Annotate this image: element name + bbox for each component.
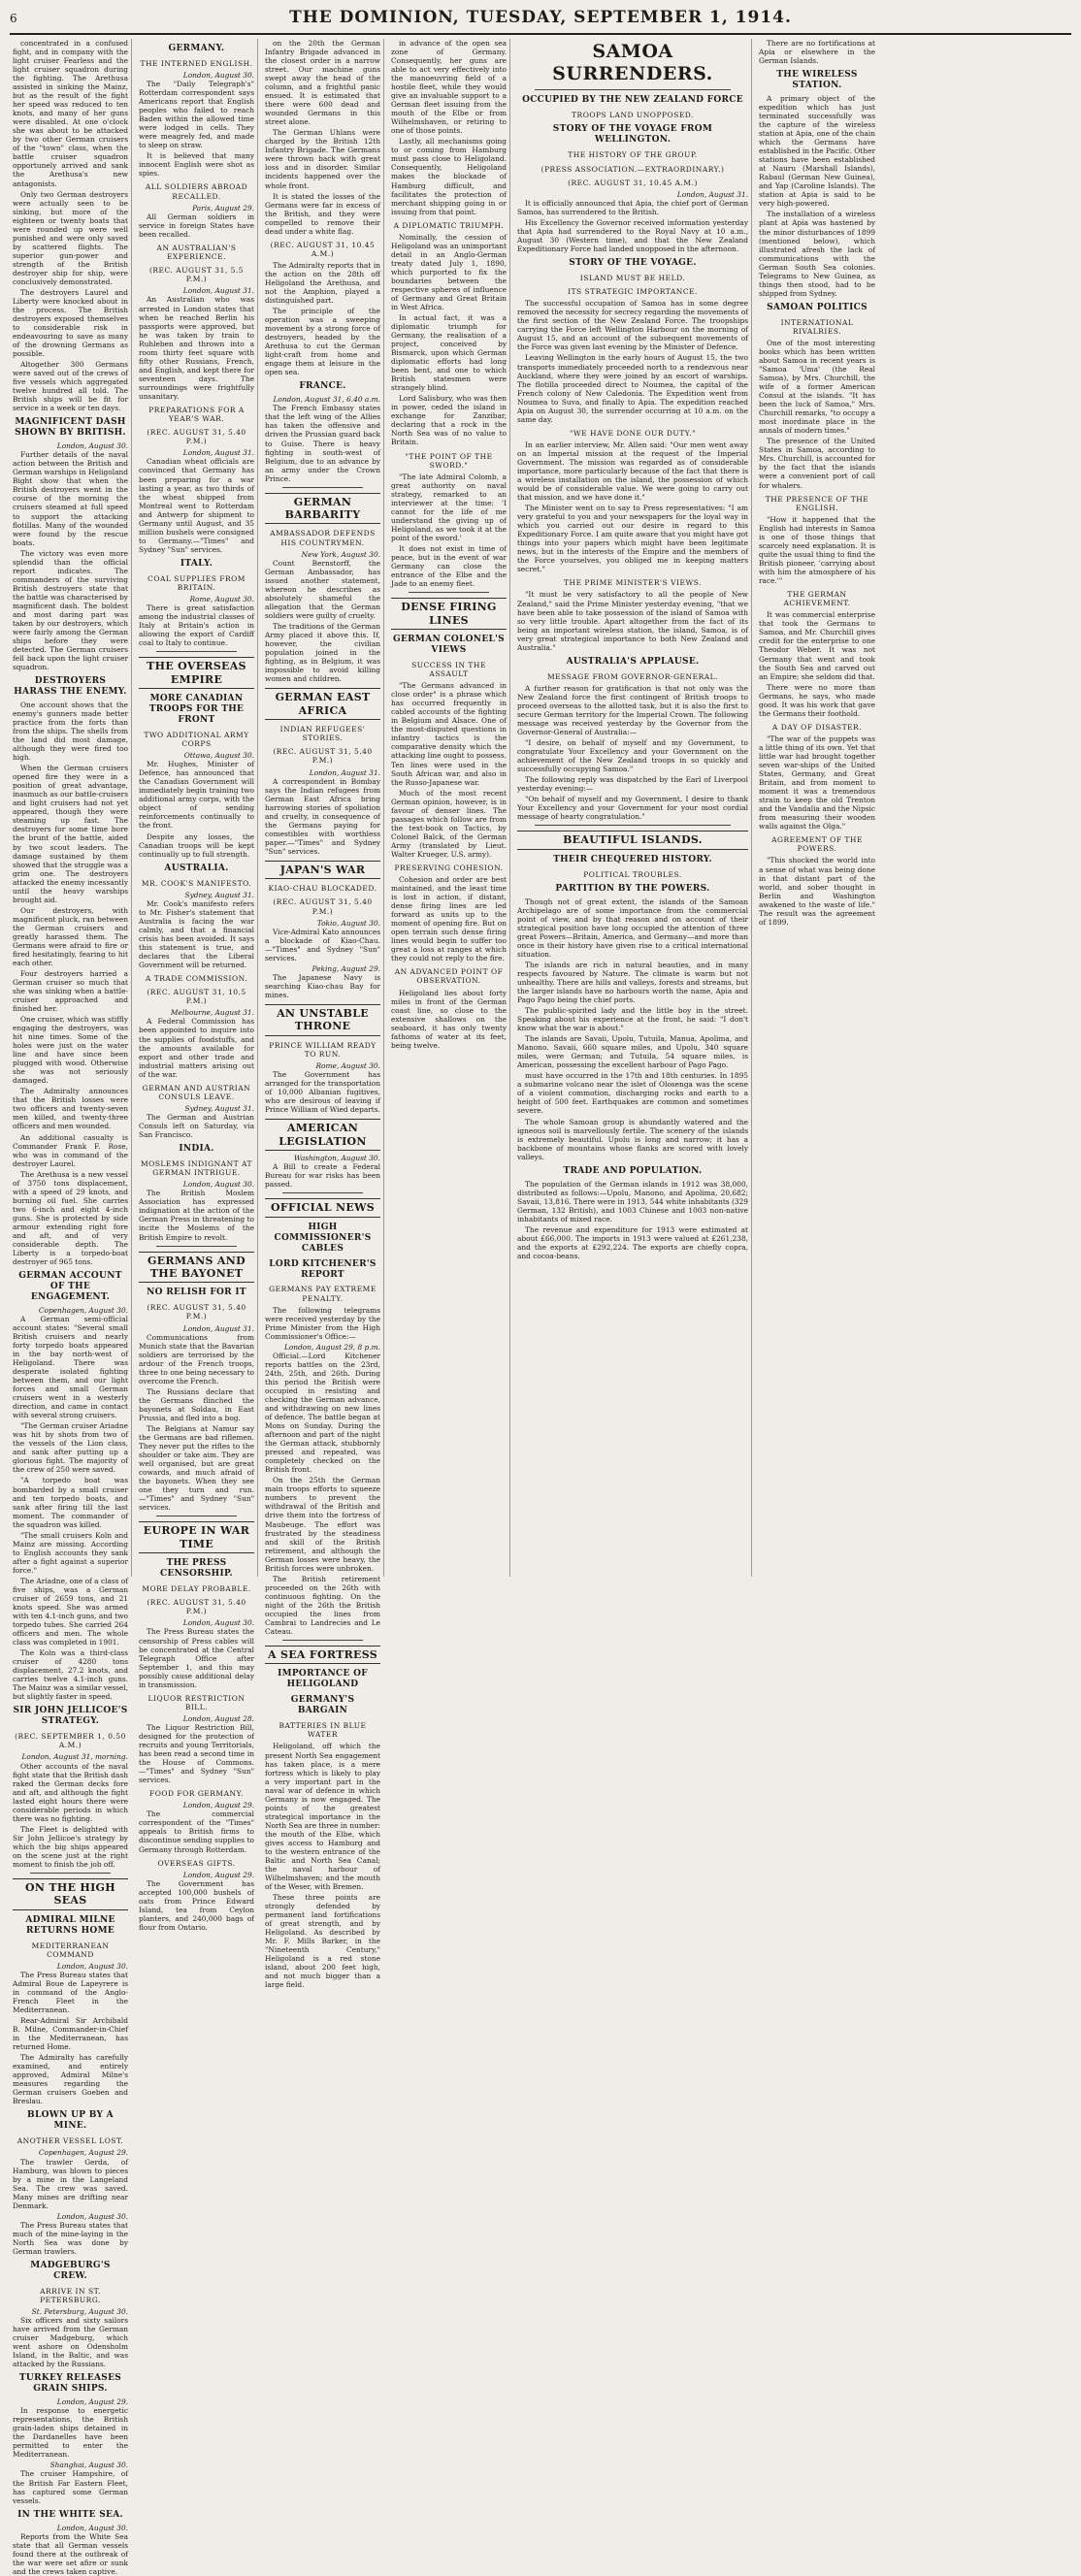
dateline: Ottawa, August 30. <box>183 751 254 761</box>
article-text: A correspondent in Bombay says the Indian refugees from German East Africa bring harrowing stories of spoliation and cruelty, in consequence of the Germans paying for comestibles with worthless paper.—"Times" and Sydney "Sun" services. <box>265 776 380 856</box>
headline: MAGNIFICENT DASH SHOWN BY BRITISH. <box>15 417 126 439</box>
article-text: "On behalf of myself and my Government, I desire to thank Your Excellency and your Government for your most cordial message of hearty congratulation." <box>517 795 748 822</box>
dateline: London, August 30. <box>56 441 128 451</box>
article-text: There were no more than Germans, he says, who made good. It was his work that gave the Germans their foothold. <box>759 682 875 718</box>
article-text: The Fleet is delighted with Sir John Jellicoe's strategy by which the big ships appeared on the scene just at the right moment to finish the job off. <box>13 1824 128 1869</box>
article-text: Canadian wheat officials are convinced that Germany has been preparing for a war lasting a year, as two thirds of the wheat shipped from Montreal went to Rotterdam and Antwerp for shipment to Germany until August, and 35 million bushels were consigned to Germany.—"Times" and Sydney "Sun" services. <box>139 457 254 554</box>
subheadline: PRINCE WILLIAM READY TO RUN. <box>269 1040 377 1059</box>
subheadline: ALL SOLDIERS ABROAD RECALLED. <box>145 182 248 201</box>
column-4 <box>388 39 510 1577</box>
divider <box>535 825 731 826</box>
headline: GERMAN COLONEL'S VIEWS <box>393 635 505 655</box>
subheadline: MR. COOK'S MANIFESTO. <box>141 878 252 888</box>
received-line: (REC. AUGUST 31, 10.45 A.M.) <box>568 178 698 187</box>
columns <box>10 39 1071 2576</box>
article-text: His Excellency the Governor received information yesterday that Apia had surrendered to the Royal Navy at 10 a.m., August 30 (Western time), and that the New Zealand Expeditionary Force had landed unopposed in the afternoon. <box>517 217 748 253</box>
dateline: London, August 29. <box>56 2397 128 2407</box>
headline: SIR JOHN JELLICOE'S STRATEGY. <box>13 1706 128 1727</box>
subheadline: LIQUOR RESTRICTION BILL. <box>147 1693 246 1712</box>
article-text: The Minister went on to say to Press representatives: "I am very grateful to you and your newspapers for the loyal way in which you carried out our desire in regard to this Expeditionary Force. I am quite aware that you might have got things into your papers which might have been legitimate news, but in the interests of the Empire and the members of the Force yourselves, you obliged me in keeping matters secret." <box>517 504 748 574</box>
article-text: Four destroyers harried a German cruiser so much that she was sinking when a battle-cruiser approached and finished her. <box>13 968 128 1014</box>
article-text: Only two German destroyers were actually seen to be sinking, but more of the eighteen or twenty boats that were rounded up were well punished and were only saved by scattered flights. The superior gun-power and strength of the British destroyer ship for ship, were conclusively demonstrated. <box>13 189 128 286</box>
article-text: Vice-Admiral Kato announces a blockade of Kiao-Chau.—"Times" and Sydney "Sun" services. <box>265 927 380 962</box>
dateline: London, August 30. <box>56 2523 128 2532</box>
subheadline: OVERSEAS GIFTS. <box>157 1858 236 1868</box>
dateline: Washington, August 30. <box>293 1154 380 1163</box>
dateline: London, August 31. <box>182 448 254 458</box>
article-text: On the 25th the German main troops efforts to squeeze numbers to prevent the withdrawal of the British and drive them into the fortress of Maubeuge. The effort was frustrated by the steadiness and skill of the British retirement, and although the German losses were heavy, the British forces were unbroken. <box>265 1476 380 1573</box>
article-text: A Bill to create a Federal Bureau for war risks has been passed. <box>265 1162 380 1190</box>
headline: THE WIRELESS STATION. <box>776 70 858 91</box>
divider <box>156 651 237 652</box>
article-text: Our destroyers, with magnificent pluck, ran between the German cruisers and greatly harassed them. The Germans were afraid to fire or fired hesitatingly, fearing to hit each other. <box>13 905 128 967</box>
article-text: "I desire, on behalf of myself and my Government, to congratulate Your Excellency and your Government on the achievement of the New Zealand troops in so quickly and successfully occupying Samoa." <box>517 737 748 774</box>
article-text: The Press Bureau states that much of the mine-laying in the North Sea was done by German trawlers. <box>13 2220 128 2256</box>
article-text: "How it happened that the English had interests in Samoa is one of those things that scarcely need explanation. It is quite the usual thing to find the British pioneer, 'carrying about with him the atmosphere of his race.'" <box>759 514 875 586</box>
subheadline: AN AUSTRALIAN'S EXPERIENCE. <box>156 243 237 262</box>
article-text: The Ariadne, one of a class of five ships, was a German cruiser of 2659 tons, and 21 knots speed. She was armed with ten 4.1-inch guns, and two torpedo tubes. She carried 264 officers and men. The whole class was completed in 1901. <box>13 1576 128 1647</box>
article-text: Though not of great extent, the islands of the Samoan Archipelago are of some importance from the commercial point of view, and by that reason and on account of their strategical position have long occupied the attention of three great Powers—Britain, America, and Germany—and more than once in their history have given rise to a critical international situation. <box>517 897 748 959</box>
dateline: Rome, August 30. <box>189 595 254 604</box>
dateline: Shanghai, August 30. <box>49 2461 128 2470</box>
subheadline: KIAO-CHAU BLOCKADED. <box>268 884 377 894</box>
article-text: An Australian who was arrested in London states that when he reached Berlin his passports were approved, but he was taken by train to Ruhleben and thrown into a room thirty feet square with fifty other Russians, French, and English, and kept there for seventeen days. The surroundings were frightfully unsanitary. <box>139 295 254 401</box>
subheadline: MOSLEMS INDIGNANT AT GERMAN INTRIGUE. <box>140 1159 253 1178</box>
article-text: When the German cruisers opened fire they were in a position of great advantage, inasmuch as our battle-cruisers and light cruisers had not yet appeared, though they were steaming up fast. The destroyers for some time bore the brunt of the battle, aided by two scout leaders. The damage sustained by them showed that the struggle was a grim one. The destroyers attacked the enemy incessantly until the heavy warships brought aid. <box>13 764 128 904</box>
article-text: The German Uhlans were charged by the British 12th Infantry Brigade. The Germans were thrown back with great loss and in disorder. Similar incidents happened over the whole front. <box>265 128 380 190</box>
article-text: "The late Admiral Colomb, a great authority on naval strategy, remarked to an interviewer at the time: 'I cannot for the life of me understand the giving up of Heligoland, as we took it at the point of the sword.' <box>391 472 507 543</box>
headline: MORE CANADIAN TROOPS FOR THE FRONT <box>148 694 245 725</box>
section-headline: ON THE HIGH SEAS <box>13 1878 128 1910</box>
section-headline: GERMAN BARBARITY <box>265 493 380 525</box>
article-text: "The German cruiser Ariadne was hit by shots from two of the vessels of the Lion class, and sank after putting up a glorious fight. The majority of the crew of 250 were saved. <box>13 1421 128 1475</box>
newspaper-title: THE DOMINION, TUESDAY, SEPTEMBER 1, 1914. <box>289 8 792 27</box>
subheadline: BATTERIES IN BLUE WATER <box>278 1721 367 1740</box>
headline: SAMOAN POLITICS <box>767 302 868 312</box>
headline: GERMAN ACCOUNT OF THE ENGAGEMENT. <box>18 1270 122 1302</box>
article-text: There are no fortifications at Apia or elsewhere in the German Islands. <box>759 39 875 66</box>
subheadline: THE PRIME MINISTER'S VIEWS. <box>564 578 702 588</box>
headline: FRANCE. <box>299 381 346 392</box>
article-text: The British Moslem Association has expressed indignation at the action of the German Press in threatening to incite the Moslems of the British Empire to revolt. <box>139 1189 254 1242</box>
headline: DESTROYERS HARASS THE ENEMY. <box>14 676 127 698</box>
dateline: Sydney, August 31. <box>184 1103 254 1113</box>
divider <box>535 89 731 90</box>
section-headline: JAPAN'S WAR <box>265 861 380 879</box>
subheadline: THE INTERNED ENGLISH. <box>140 58 253 68</box>
article-text: The following telegrams were received yesterday by the Prime Minister from the High Commissioner's Office:— <box>265 1305 380 1341</box>
subheadline: ANOTHER VESSEL LOST. <box>16 2136 124 2146</box>
subheadline: "THE POINT OF THE SWORD." <box>405 451 493 470</box>
article-text: All German soldiers in service in foreign States have been recalled. <box>139 212 254 239</box>
divider <box>30 1873 111 1874</box>
section-headline: A SEA FORTRESS <box>265 1646 380 1664</box>
column-samoa <box>514 39 752 1577</box>
article-text: The Press Bureau states the censorship of Press cables will be concentrated at the Central Telegraph Office after September 1, and this may possibly cause additional delay in transmission. <box>139 1627 254 1689</box>
article-text: The "Daily Telegraph's" Rotterdam correspondent says Americans report that English peoples who failed to reach Baden within the allowed time were lodged in cells. They were meagrely fed, and made to sleep on straw. <box>139 80 254 150</box>
subheadline: TWO ADDITIONAL ARMY CORPS <box>144 730 249 749</box>
article-text: in advance of the open sea zone of Germany. Consequently, her guns are able to act very effectively into the manoeuvring field of a hostile fleet, while they would give an invaluable support to a German fleet issuing from the mouth of the Elbe or from Wilhelmshaven, or retiring to one of those points. <box>391 39 507 136</box>
dateline: Copenhagen, August 30. <box>38 1305 128 1315</box>
article-text: It is believed that many innocent English were shot as spies. <box>139 151 254 179</box>
article-text: These three points are strongly defended by permanent land fortifications of great strength, and by Heligoland. As described by Mr. F. Mills Barker, in the "Nineteenth Century," Heligoland is a red stone island, about 200 feet high, and not much bigger than a large field. <box>265 1893 380 1990</box>
subheadline: MESSAGE FROM GOVERNOR-GENERAL. <box>547 671 718 681</box>
article-text: Rear-Admiral Sir Archibald B. Milne, Commander-in-Chief in the Mediterranean, has returned Home. <box>13 2016 128 2052</box>
subheadline: AGREEMENT OF THE POWERS. <box>771 835 863 854</box>
article-text: The principle of the operation was a sweeping movement by a strong force of destroyers, headed by the Arethusa to cut the German light-craft from home and engage them at leisure in the open sea. <box>265 307 380 377</box>
article-text: The population of the German islands in 1912 was 38,000, distributed as follows:—Upolu, Manono, and Apolima, 20,682; Savaii, 13,816. There were in 1913, 544 white inhabitants (329 German, 132 British), and 1003 Chinese and 1003 non-native inhabitants of mixed race. <box>517 1179 748 1223</box>
subheadline: INTERNATIONAL RIVALRIES. <box>780 317 854 336</box>
divider <box>282 487 363 488</box>
article-text: The revenue and expenditure for 1913 were estimated at about £66,000. The imports in 1913 were valued at £261,238, and the exports at £292,224. The exports are chiefly copra, and cocoa-beans. <box>517 1224 748 1260</box>
dateline: London, August 31. <box>182 1323 254 1333</box>
dateline: Rome, August 30. <box>315 1061 380 1071</box>
article-text: "It must be very satisfactory to all the people of New Zealand," said the Prime Minister yesterday evening, "that we have been able to take possession of the island of Samoa with so very little trouble. Apart altogether from the fact of its being an important wireless station, the island, Samoa, is of very great strategical importance to both New Zealand and Australia." <box>517 590 748 652</box>
column-2 <box>136 39 258 1932</box>
headline: AUSTRALIA. <box>164 863 229 873</box>
article-text: Altogether 300 Germans were saved out of the crews of five vessels which aggregated twelve hundred all told. The British ships will be fit for service in a week or ten days. <box>13 360 128 413</box>
article-text: The destroyers Laurel and Liberty were knocked about in the process. The British destroyers exposed themselves to considerable risk in endeavouring to save as many of the drowning Germans as possible. <box>13 287 128 359</box>
headline: ITALY. <box>180 558 213 569</box>
headline: TURKEY RELEASES GRAIN SHIPS. <box>18 2373 122 2395</box>
received-line: (REC. AUGUST 31, 5.40 P.M.) <box>273 897 373 916</box>
dateline: Peking, August 29. <box>311 963 380 973</box>
article-text: Communications from Munich state that the Bavarian soldiers are terrorised by the ardour of the French troops, three to one being necessary to overcome the French. <box>139 1332 254 1386</box>
subheadline: THE HISTORY OF THE GROUP. <box>568 150 698 160</box>
headline: BLOWN UP BY A MINE. <box>27 2110 114 2132</box>
subheadline: THE GERMAN ACHIEVEMENT. <box>783 590 851 608</box>
article-text: "The war of the puppets was a little thing of its own. Yet that little war had brought together seven war-ships of the United States, Germany, and Great Britain, and from moment to moment it was a tremendous strain to keep the old Trenton and the Vandalia and the Nipsic from measuring their wooden walls against the Olga." <box>759 734 875 831</box>
article-text: The cruiser Hampshire, of the British Far Eastern Fleet, has captured some German vessels. <box>13 2469 128 2505</box>
article-text: concentrated in a confused fight, and in company with the light cruiser Fearless and the light cruiser squadron during the fighting. The Arethusa assisted in sinking the Mainz, but as the result of the fight her speed was reduced to ten knots, and many of her guns were disabled. At one o'clock she was about to be attacked by two other German cruisers of the "town" class, when the battle cruiser squadron opportunely arrived and sank the Arethusa's new antagonists. <box>13 39 128 188</box>
section-headline: OFFICIAL NEWS <box>265 1198 380 1217</box>
article-text: It was commercial enterprise that took the Germans to Samoa, and Mr. Churchill gives credit for the enterprise to one Theodor Weber. It was not Germany that went and took the South Sea and carved out an Empire; she seldom did that. <box>759 610 875 681</box>
subheadline: A DAY OF DISASTER. <box>771 722 863 732</box>
headline: THE PRESS CENSORSHIP. <box>160 1558 233 1580</box>
received-line: (REC. AUGUST 31, 10.5 P.M.) <box>147 988 246 1006</box>
section-headline: GERMAN EAST AFRICA <box>265 688 380 720</box>
column-8 <box>756 39 878 1577</box>
article-text: The victory was even more splendid than the official report indicates. The commanders of the surviving British destroyers state that the battle was characterised by magnificent dash. The boldest and most daring part was taken by our destroyers, which were fairly among the German ships before they were detected. The German cruisers fell back upon the light cruiser squadron. <box>13 548 128 672</box>
dateline: London, August 30. <box>56 1961 128 1971</box>
article-text: The islands are Savaii, Upolu, Tutuila, Manua, Apolima, and Manono. Savaii, 660 square miles, and Upolu, 340 square miles, were German; and Tutuila, 54 square miles, is American, possessing the excellent harbour of Pago Pago. <box>517 1034 748 1070</box>
section-headline: THE OVERSEAS EMPIRE <box>139 657 254 689</box>
article-text: The following reply was dispatched by the Earl of Liverpool yesterday evening:— <box>517 775 748 794</box>
divider <box>409 592 489 593</box>
article-text: "A torpedo boat was bombarded by a small cruiser and ten torpedo boats, and sank after firing till the last moment. The commander of the squadron was killed. <box>13 1476 128 1529</box>
subheadline: A DIPLOMATIC TRIUMPH. <box>393 220 505 230</box>
dateline: London, August 30. <box>182 1618 254 1628</box>
subheadline: ITS STRATEGIC IMPORTANCE. <box>568 287 698 297</box>
article-text: Leaving Wellington in the early hours of August 15, the two transports immediately proceeded north to a rendezvous near Auckland, where they were joined by an escort of warships. The flotilla proceeded direct to Noumea, the capital of the French colony of New Caledonia. The Expedition went from Noumea to Suva, and finally to Apia. The expedition reached Apia on August 30, the surrender occurring at 10 a.m. on the same day. <box>517 353 748 424</box>
article-text: Heligoland, off which the present North Sea engagement has taken place, is a mere fortress which is likely to play a very important part in the naval war of defence in which Germany is now engaged. The points of the greatest strategical importance in the North Sea are three in number: the mouth of the Elbe, which gives access to Hamburg and to the western entrance of the Baltic and North Sea Canal; the naval harbour of Wilhelmshaven; and the mouth of the Weser, with Bremen. <box>265 1742 380 1891</box>
headline: STORY OF THE VOYAGE. <box>569 258 697 269</box>
column-1 <box>10 39 132 2576</box>
subheadline: ARRIVE IN ST. PETERSBURG. <box>40 2286 101 2304</box>
headline: GERMANY'S BARGAIN <box>290 1695 355 1716</box>
dateline: London, August 30. <box>182 71 254 81</box>
dateline: London, August 29, 8 p.m. <box>283 1342 380 1352</box>
subheadline: SUCCESS IN THE ASSAULT <box>411 660 486 679</box>
dateline: London, August 29. <box>182 1801 254 1810</box>
article-text: In response to energetic representations, the British grain-laden ships detained in the Dardanelles have been permitted to enter the Mediterranean. <box>13 2406 128 2460</box>
article-text: A primary object of the expedition which has just terminated successfully was the capture of the wireless station at Apia, one of the chain which the Germans have established in the Pacific. Other stations have been established at Nauru (Marshall Islands), Rabaul (German New Guinea), and Yap (Caroline Islands). The station at Apia is said to be very high-powered. <box>759 94 875 209</box>
article-text: The installation of a wireless plant at Apia was hastened by the minor disturbances of 1899 (mentioned below), which illustrated afresh the lack of communications with the German South Sea colonies. Telegrams to New Guinea, as things then stood, had to be shipped from Sydney. <box>759 210 875 298</box>
article-text: The French Embassy states that the left wing of the Allies has taken the offensive and driven the Prussian guard back to Guise. There is heavy fighting in south-west of Belgium, due to an advance by an army under the Crown Prince. <box>265 404 380 483</box>
article-text: Official.—Lord Kitchener reports battles on the 23rd, 24th, 25th, and 26th. During this period the British were occupied in resisting and checking the German advance, and withdrawing on new lines of defence. The battle began at Mons on Sunday. During the afternoon and part of the night the German attack, stubbornly pressed and repeated, was completely checked on the British front. <box>265 1351 380 1475</box>
article-text: One account shows that the enemy's gunners made better practice from the forts than from the ships. The shells from the land did most damage, although they were fired too high. <box>13 701 128 763</box>
dateline: Paris, August 29. <box>192 203 254 212</box>
article-text: The Admiralty reports that in the action on the 28th off Heligoland the Arethusa, and not the Amphion, played a distinguished part. <box>265 260 380 306</box>
article-text: The Government has accepted 100,000 bushels of oats from Prince Edward Island, tea from Ceylon planters, and 240,000 bags of flour from Ontario. <box>139 1878 254 1932</box>
article-text: Six officers and sixty sailors have arrived from the German cruiser Madgeburg, which went ashore on Odensholm Island, in the Baltic, and was attacked by the Russians. <box>13 2316 128 2369</box>
article-text: The public-spirited lady and the little boy in the street. Speaking about his experience at the front, he said: "I don't know what the war is about." <box>517 1006 748 1033</box>
press-line: (PRESS ASSOCIATION.—EXTRAORDINARY.) <box>540 164 725 174</box>
headline: INDIA. <box>179 1144 214 1155</box>
article-text: "The Germans advanced in close order" is a phrase which has occurred frequently in cabled accounts of the fighting in Belgium and Alsace. One of the most-disputed questions in infantry tactics is the comparative density which the attacking line ought to possess. Ten lines were used in the South African war, and also in the Russo-Japanese war. <box>391 681 507 787</box>
article-text: Mr. Cook's manifesto refers to Mr. Fisher's statement that Australia is facing the war calmly, and that a financial crisis has been avoided. It says this statement is true, and declares that the Liberal Government will be returned. <box>139 898 254 969</box>
article-text: One cruiser, which was stiffly engaging the destroyers, was hit nine times. Some of the holes were just on the water line and have since been plugged with wood. Otherwise she was not seriously damaged. <box>13 1015 128 1086</box>
subheadline: INDIAN REFUGEES' STORIES. <box>279 725 366 743</box>
headline: LORD KITCHENER'S REPORT <box>269 1258 377 1280</box>
article-text: The British retirement proceeded on the 26th with continuous fighting. On the night of the 26th the British occupied the lines from Cambrai to Landrecies and Le Cateau. <box>265 1574 380 1636</box>
article-text: The Admiralty announces that the British losses were two officers and twenty-seven men killed, and twenty-three officers and men wounded. <box>13 1087 128 1131</box>
subheadline: PRESERVING COHESION. <box>394 863 504 872</box>
article-text: The islands are rich in natural beauties, and in many respects favoured by Nature. The climate is warm but not unhealthy. There are hills and valleys, forests and streams, but the larger islands have no harbours worth the name, Apia and Pago Pago being the chief ports. <box>517 960 748 1005</box>
divider <box>282 1640 363 1641</box>
article-text: The Government has arranged for the transportation of 10,000 Albanian fugitives, who are desirous of leaving if Prince William of Wied departs. <box>265 1070 380 1115</box>
dateline: London, August 30. <box>182 1180 254 1190</box>
article-text: The presence of the United States in Samoa, according to Mrs. Churchill, is accounted for by the fact that the islands were a convenient port of call for whalers. <box>759 437 875 490</box>
article-text: Cohesion and order are best maintained, and the least time is lost in action, if distant, dense firing lines are led forward as units up to the moment of opening fire. But on open terrain such dense firing lines would begin to suffer too great a loss at ranges at which they could not reply to the fire. <box>391 875 507 963</box>
dateline: Melbourne, August 31. <box>170 1008 254 1018</box>
headline: ADMIRAL MILNE RETURNS HOME <box>25 1914 115 1936</box>
dateline: Copenhagen, August 29. <box>38 2148 128 2158</box>
subheadline: TROOPS LAND UNOPPOSED. <box>572 111 694 120</box>
section-headline: EUROPE IN WAR TIME <box>139 1521 254 1553</box>
page-number: 6 <box>10 12 17 25</box>
dateline: London, August 30. <box>56 2211 128 2221</box>
article-text: Heligoland lies about forty miles in front of the German coast line, so close to the extensive shallows on the seaboard, it has only twenty fathoms of water at its feet, being twelve. <box>391 988 507 1050</box>
subheadline: FOOD FOR GERMANY. <box>149 1789 244 1799</box>
headline: HIGH COMMISSIONER'S CABLES <box>274 1222 372 1254</box>
article-text: must have occurred in the 17th and 18th centuries. In 1895 a submarine volcano near the islet of Olosenga was the scene of a violent commotion, discharging rocks and earth to a height of 500 feet. Earthquakes are common and sometimes severe. <box>517 1071 748 1116</box>
section-headline: AN UNSTABLE THRONE <box>265 1004 380 1036</box>
article-text: Count Bernstorff, the German Ambassador, has issued another statement, whereon he describes as absolutely shameful the allegation that the German soldiers were guilty of cruelty. <box>265 558 380 620</box>
subheadline: ISLAND MUST BE HELD. <box>579 274 686 282</box>
headline: OCCUPIED BY THE NEW ZEALAND FORCE <box>522 95 743 106</box>
dateline: New York, August 30. <box>301 549 380 559</box>
subheadline: THE PRESENCE OF THE ENGLISH. <box>765 494 869 512</box>
dateline: London, August 31. <box>182 286 254 296</box>
headline: PARTITION BY THE POWERS. <box>555 883 710 894</box>
subheadline: AMBASSADOR DEFENDS HIS COUNTRYMEN. <box>270 529 376 547</box>
subheadline: POLITICAL TROUBLES. <box>583 869 682 879</box>
subheadline: GERMAN AND AUSTRIAN CONSULS LEAVE. <box>142 1083 251 1101</box>
article-text: Despite any losses, the Canadian troops will be kept continually up to full strength. <box>139 831 254 859</box>
headline: TRADE AND POPULATION. <box>563 1165 703 1176</box>
main-headline: SAMOA SURRENDERS. <box>552 41 713 85</box>
subheadline: GERMANS PAY EXTREME PENALTY. <box>269 1285 377 1303</box>
received-line: (REC. SEPTEMBER 1, 0.50 A.M.) <box>15 1732 126 1750</box>
subheadline: COAL SUPPLIES FROM BRITAIN. <box>147 573 246 592</box>
article-text: A Federal Commission has been appointed to inquire into the supplies of foodstuffs, and the amounts available for export and other trade and industrial matters arising out of the war. <box>139 1017 254 1079</box>
dateline: Sydney, August 31. <box>184 890 254 899</box>
article-text: The Japanese Navy is searching Kiao-chau Bay for mines. <box>265 972 380 999</box>
dateline: St. Petersburg, August 30. <box>31 2307 128 2317</box>
article-text: A further reason for gratification is that not only was the New Zealand force the first contingent of British troops to proceed overseas to the allotted task, but it is also the first to secure German territory for the Imperial Crown. The following message was received yesterday by the Governor from the Governor-General of Australia:— <box>517 683 748 736</box>
section-headline: DENSE FIRING LINES <box>391 598 507 630</box>
headline: IMPORTANCE OF HELIGOLAND <box>278 1669 368 1690</box>
received-line: (REC. AUGUST 31, 5.40 P.M.) <box>147 1598 246 1616</box>
divider <box>282 1192 363 1193</box>
dateline: London, August 28. <box>182 1713 254 1723</box>
article-text: An additional casualty is Commander Frank F. Rose, who was in command of the destroyer Laurel. <box>13 1132 128 1168</box>
received-line: (REC. AUGUST 31, 10.45 A.M.) <box>270 240 376 258</box>
subheadline: PREPARATIONS FOR A YEAR'S WAR. <box>148 405 245 423</box>
received-line: (REC. AUGUST 31, 5.40 P.M.) <box>147 428 246 446</box>
article-text: It does not exist in time of peace, but in the event of war Germany can close the entrance of the Elbe and the Jade to an enemy fleet. <box>391 544 507 589</box>
headline: THEIR CHEQUERED HISTORY. <box>553 854 712 864</box>
article-text: The Arethusa is a new vessel of 3750 tons displacement, with a speed of 29 knots, and burning oil fuel. She carries two 6-inch and eight 4-inch guns. She is protected by side armour extending right fore and aft, and of very considerable depth. The Liberty is a torpedo-boat destroyer of 965 tons. <box>13 1169 128 1266</box>
subheadline: "WE HAVE DONE OUR DUTY." <box>569 428 697 438</box>
article-text: It is stated the losses of the Germans were far in excess of the British, and they were compelled to remove their dead under a white flag. <box>265 191 380 236</box>
article-text: "This shocked the world into a sense of what was being done in that distant part of the world, and sober thought in Berlin and Washington awakened to the waste of life." The result was the agreement of 1899. <box>759 856 875 927</box>
headline: IN THE WHITE SEA. <box>17 2509 123 2520</box>
subheadline: A TRADE COMMISSION. <box>145 974 248 983</box>
section-headline: AMERICAN LEGISLATION <box>265 1119 380 1151</box>
article-text: The Belgians at Namur say the Germans are bad riflemen. They never put the rifles to the shoulder or take aim. They are well organised, but are great cowards, and much afraid of the bayonets. When they see one they turn and run.—"Times" and Sydney "Sun" services. <box>139 1423 254 1513</box>
headline: GERMANY. <box>168 44 225 53</box>
received-line: (REC. AUGUST 31, 5.40 P.M.) <box>273 747 373 766</box>
section-headline: BEAUTIFUL ISLANDS. <box>517 831 748 849</box>
received-line: (REC. AUGUST 31, 5.40 P.M.) <box>147 1303 246 1321</box>
article-text: The German and Austrian Consuls left on Saturday, via San Francisco. <box>139 1112 254 1140</box>
article-text: The Liquor Restriction Bill, designed for the protection of recruits and young Territorials, has been read a second time in the House of Commons.—"Times" and Sydney "Sun" services. <box>139 1723 254 1785</box>
article-text: Lastly, all mechanisms going to or coming from Hamburg must pass close to Heligoland. Consequently, Heligoland makes the blockade of Hamburg difficult, and facilitates the protection of merchant shipping going in or issuing from that point. <box>391 137 507 216</box>
column-3 <box>262 39 384 1990</box>
article-text: The Koln was a third-class cruiser of 4280 tons displacement, 27.2 knots, and carries twelve 4.1-inch guns. The Mainz was a similar vessel, but slightly faster in speed. <box>13 1648 128 1702</box>
article-text: The whole Samoan group is abundantly watered and the igneous soil is marvellously fertile. The scenery of the islands is extremely beautiful. Upolu is long and narrow; it has a backbone of mountains whose flanks are scored with lovely valleys. <box>517 1117 748 1161</box>
received-line: (REC. AUGUST 31, 5.5 P.M.) <box>148 266 245 284</box>
article-text: The traditions of the German Army placed it above this. If, however, the civilian population joined in the fighting, as in Belgium, it was impossible to avoid killing women and children. <box>265 622 380 684</box>
dateline: London, August 31. <box>309 767 380 777</box>
dateline: London, August 31, 6.40 a.m. <box>273 395 380 405</box>
article-text: "The small cruisers Koln and Mainz are missing. According to English accounts they sank after a fight against a superior force." <box>13 1530 128 1575</box>
article-text: The Russians declare that the Germans flinched the bayonets at Soldau, in East Prussia, and fled into a bog. <box>139 1386 254 1422</box>
article-text: The Press Bureau states that Admiral Boue de Lapeyrere is in command of the Anglo-French Fleet in the Mediterranean. <box>13 1970 128 2015</box>
article-text: A German semi-official account states: "Several small British cruisers and nearly forty torpedo boats appeared in the bay north-west of Heligoland. There was desperate isolated fighting between them, and our light forces and small German cruisers went in a westerly direction, and came in contact with several strong cruisers. <box>13 1314 128 1420</box>
dateline: London, August 31. <box>676 189 748 199</box>
headline: NO RELISH FOR IT <box>147 1288 246 1298</box>
headline: MADGEBURG'S CREW. <box>30 2260 111 2281</box>
subheadline: AN ADVANCED POINT OF OBSERVATION. <box>394 967 504 986</box>
dateline: London, August 31, morning. <box>21 1752 128 1762</box>
article-text: The commercial correspondent of the "Times" appeals to British firms to discontinue sending supplies to Germany through Rotterdam. <box>139 1810 254 1854</box>
article-text: The Admiralty has carefully examined, and entirely approved, Admiral Milne's measures regarding the German cruisers Goeben and Breslau. <box>13 2053 128 2106</box>
article-text: In an earlier interview, Mr. Allen said: "Our men went away on an Imperial mission at the request of the Imperial Government. The mission was regarded as of considerable importance, more particularly because of the fact that there is a wireless installation on the island, the possession of which would be of considerable value. We were going to carry out that mission, and we have done it." <box>517 440 748 503</box>
subheadline: MORE DELAY PROBABLE. <box>142 1584 251 1594</box>
article-text: Reports from the White Sea state that all German vessels found there at the outbreak of the war were set afire or sunk and the crews taken captive. <box>13 2531 128 2576</box>
divider <box>156 1246 237 1247</box>
dateline: London, August 29. <box>182 1870 254 1879</box>
article-text: In actual fact, it was a diplomatic triumph for Germany, the realisation of a project, conceived by Bismarck, upon which German diplomatic efforts had long been bent, and one to which British statesmen were strangely blind. <box>391 313 507 393</box>
masthead <box>10 6 1071 35</box>
article-text: It is officially announced that Apia, the chief port of German Samoa, has surrendered to the British. <box>517 198 748 216</box>
article-text: Lord Salisbury, who was then in power, ceded the island in exchange for Zanzibar, declaring that a rock in the North Sea was of no value to Britain. <box>391 394 507 447</box>
article-text: Mr. Hughes, Minister of Defence, has announced that the Canadian Government will immediately begin training two additional army corps, with the object of sending reinforcements continually to the front. <box>139 760 254 831</box>
article-text: The trawler Gerda, of Hamburg, was blown to pieces by a mine in the Langeland Sea. The crew was saved. Many mines are drifting near Denmark. <box>13 2157 128 2210</box>
article-text: on the 20th the German Infantry Brigade advanced in the closest order in a narrow street. Our machine guns swept away the head of the column, and a frightful panic ensued. It is estimated that there were 600 dead and wounded Germans in this street alone. <box>265 39 380 127</box>
article-text: Other accounts of the naval fight state that the British dash raked the German decks fore and aft, and although the fight lasted eight hours there were considerable periods in which there was no fighting. <box>13 1761 128 1823</box>
headline: AUSTRALIA'S APPLAUSE. <box>566 656 700 667</box>
headline: STORY OF THE VOYAGE FROM WELLINGTON. <box>552 124 713 146</box>
article-text: There is great satisfaction among the industrial classes of Italy at Britain's action in allowing the export of Cardiff coal to Italy to continue. <box>139 603 254 648</box>
article-text: Further details of the naval action between the British and German warships in Heligoland Bight show that when the British destroyers went in the course of the morning the cruisers steamed at full speed to support the attacking flotillas. Many of the wounded were found by the rescue boats. <box>13 450 128 547</box>
subheadline: MEDITERRANEAN COMMAND <box>31 1940 110 1959</box>
article-text: One of the most interesting books which has been written about Samoa in recent years is "Samoa 'Uma' (the Real Samoa), by Mrs. Churchill, the wife of a former American Consul at the islands. "It has been the luck of Samoa," Mrs. Churchill remarks, "to occupy a most inordinate place in the annals of modern times." <box>759 339 875 436</box>
article-text: The successful occupation of Samoa has in some degree removed the necessity for secrecy regarding the movements of the first section of the New Zealand Force. The troopships carrying the Force left Wellington Harbour on the morning of August 15, and an account of the subsequent movements of the Force was given last evening by the Minister of Defence. <box>517 299 748 352</box>
dateline: Tokio, August 30. <box>316 918 380 928</box>
article-text: Nominally, the cession of Heligoland was an unimportant detail in an Anglo-German treaty dated July 1, 1890, which purported to fix the boundaries between the respective spheres of influence of Germany and Great Britain in West Africa. <box>391 232 507 312</box>
article-text: Much of the most recent German opinion, however, is in favour of denser lines. The passages which follow are from the text-book on Tactics, by Colonel Balck, of the German Army (translated by Lieut. Walter Krueger, U.S. army). <box>391 788 507 859</box>
section-headline: GERMANS AND THE BAYONET <box>139 1252 254 1284</box>
